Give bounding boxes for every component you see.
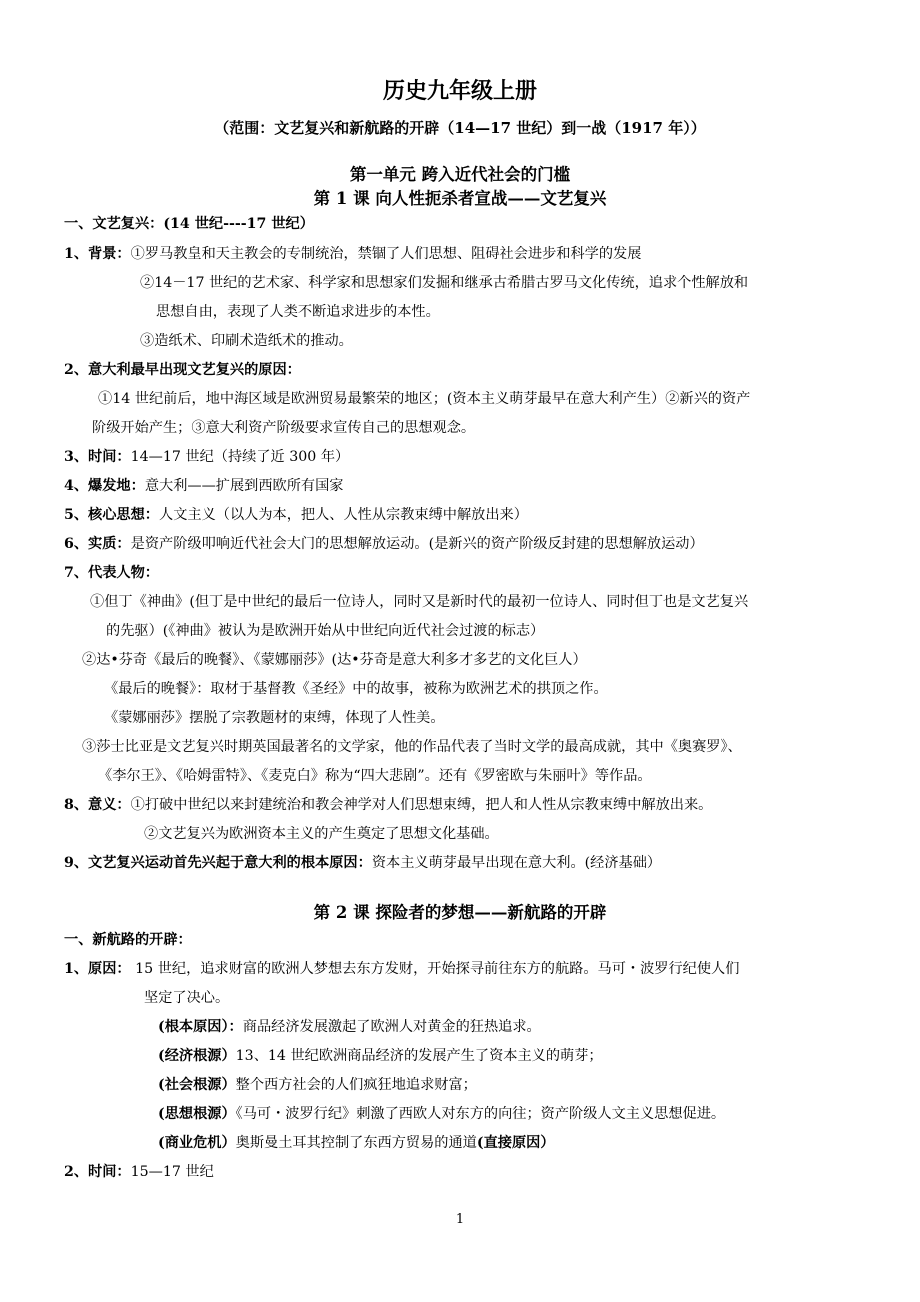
voyage-root-cause — [158, 1017, 541, 1037]
unit-title: 第一单元 跨入近代社会的门槛 — [349, 165, 571, 184]
figures-heading: 7、代表人物： — [64, 565, 159, 581]
voyage-crisis-cause — [158, 1133, 555, 1153]
voyage-economic-cause — [158, 1046, 603, 1066]
lesson2-section-heading: 一、新航路的开辟： — [64, 932, 192, 948]
document-title: 历史九年级上册 — [382, 78, 537, 104]
voyage-crisis-note: (直接原因） — [476, 1135, 555, 1151]
figure-davinci: ②达•芬奇《最后的晚餐》、《蒙娜丽莎》(达•芬奇是意大利多才多艺的文化巨人） — [82, 652, 587, 668]
voyage-thought-value: 《马可・波罗行纪》刺激了西欧人对东方的向往；资产阶级人文主义思想促进。 — [235, 1106, 726, 1122]
figure-davinci-last-supper: 《最后的晚餐》：取材于基督教《圣经》中的故事，被称为欧洲艺术的拱顶之作。 — [104, 681, 608, 697]
voyage-cause-a: 15 世纪，追求财富的欧洲人梦想去东方发财，开始探寻前往东方的航路。马可・波罗行纪使人们 — [130, 961, 740, 977]
background-label: 1、背景： — [64, 246, 131, 262]
voyage-cause-item — [64, 959, 739, 979]
page-number: 1 — [455, 1212, 465, 1227]
voyage-time-label: 2、时间： — [64, 1164, 131, 1180]
root-cause-value: 资本主义萌芽最早出现在意大利。(经济基础） — [371, 855, 662, 871]
voyage-time-value: 15—17 世纪 — [130, 1164, 214, 1180]
core-idea-value: 人文主义（以人为本，把人、人性从宗教束缚中解放出来） — [159, 507, 528, 523]
voyage-social-cause — [158, 1075, 477, 1095]
document-subtitle: （范围：文艺复兴和新航路的开辟（14—17 世纪）到一战（1917 年）） — [214, 119, 706, 137]
figure-shakespeare-a: ③莎士比亚是文艺复兴时期英国最著名的文学家，他的作品代表了当时文学的最高成就，其中《奥赛罗》、 — [82, 739, 742, 755]
figure-shakespeare-b: 《李尔王》、《哈姆雷特》、《麦克白》称为“四大悲剧”。还有《罗密欧与朱丽叶》等作品。 — [98, 768, 652, 784]
core-idea-item — [64, 505, 528, 525]
background-point-1: ①罗马教皇和天主教会的专制统治，禁锢了人们思想、阻碍社会进步和科学的发展 — [130, 246, 642, 262]
background-point-2b: 思想自由，表现了人类不断追求进步的本性。 — [156, 304, 440, 320]
origin-value: 意大利——扩展到西欧所有国家 — [144, 478, 344, 494]
significance-point-2: ②文艺复兴为欧洲资本主义的产生奠定了思想文化基础。 — [144, 826, 499, 842]
voyage-crisis-value: 奥斯曼土耳其控制了东西方贸易的通道 — [235, 1135, 477, 1151]
voyage-thought-label: (思想根源） — [158, 1106, 236, 1122]
voyage-economic-value: 13、14 世纪欧洲商品经济的发展产生了资本主义的萌芽； — [235, 1048, 603, 1064]
essence-item — [64, 534, 704, 554]
voyage-social-value: 整个西方社会的人们疯狂地追求财富； — [235, 1077, 477, 1093]
lesson2-title: 第 2 课 探险者的梦想——新航路的开辟 — [313, 903, 607, 922]
background-point-2a: ②14－17 世纪的艺术家、科学家和思想家们发掘和继承古希腊古罗马文化传统，追求个性解放和 — [140, 275, 749, 291]
significance-item — [64, 795, 712, 815]
essence-label: 6、实质： — [64, 536, 131, 552]
lesson1-title: 第 1 课 向人性扼杀者宣战——文艺复兴 — [313, 189, 607, 208]
significance-label: 8、意义： — [64, 797, 131, 813]
significance-point-1: ①打破中世纪以来封建统治和教会神学对人们思想束缚，把人和人性从宗教束缚中解放出来。 — [130, 797, 713, 813]
voyage-cause-label: 1、原因： — [64, 961, 131, 977]
essence-value: 是资产阶级叩响近代社会大门的思想解放运动。(是新兴的资产阶级反封建的思想解放运动） — [130, 536, 704, 552]
core-idea-label: 5、核心思想： — [64, 507, 159, 523]
voyage-economic-label: (经济根源） — [158, 1048, 236, 1064]
voyage-time-item — [64, 1162, 214, 1182]
voyage-root-label: (根本原因）： — [158, 1019, 243, 1035]
lesson1-section-heading: 一、文艺复兴：(14 世纪----17 世纪） — [64, 216, 314, 232]
root-cause-item — [64, 853, 661, 873]
voyage-social-label: (社会根源） — [158, 1077, 236, 1093]
time-item — [64, 447, 349, 467]
origin-item — [64, 476, 343, 496]
background-item — [64, 244, 641, 264]
voyage-cause-b: 坚定了决心。 — [144, 990, 230, 1006]
origin-label: 4、爆发地： — [64, 478, 145, 494]
figure-davinci-mona-lisa: 《蒙娜丽莎》摆脱了宗教题材的束缚，体现了人性美。 — [104, 710, 445, 726]
root-cause-label: 9、文艺复兴运动首先兴起于意大利的根本原因： — [64, 855, 372, 871]
figure-dante-b: 的先驱）(《神曲》被认为是欧洲开始从中世纪向近代社会过渡的标志） — [106, 623, 545, 639]
italy-reason-1a: ①14 世纪前后，地中海区域是欧洲贸易最繁荣的地区；(资本主义萌芽最早在意大利产生）②新兴的资产 — [98, 391, 751, 407]
figure-dante-a: ①但丁《神曲》(但丁是中世纪的最后一位诗人，同时又是新时代的最初一位诗人、同时但丁也是文艺复兴 — [90, 594, 749, 610]
time-value: 14—17 世纪（持续了近 300 年） — [130, 449, 350, 465]
voyage-thought-cause — [158, 1104, 725, 1124]
background-point-3: ③造纸术、印刷术造纸术的推动。 — [140, 333, 353, 349]
italy-reason-heading: 2、意大利最早出现文艺复兴的原因： — [64, 362, 301, 378]
voyage-crisis-label: (商业危机） — [158, 1135, 236, 1151]
italy-reason-1b: 阶级开始产生；③意大利资产阶级要求宣传自己的思想观念。 — [92, 420, 476, 436]
voyage-root-value: 商品经济发展激起了欧洲人对黄金的狂热追求。 — [242, 1019, 541, 1035]
time-label: 3、时间： — [64, 449, 131, 465]
